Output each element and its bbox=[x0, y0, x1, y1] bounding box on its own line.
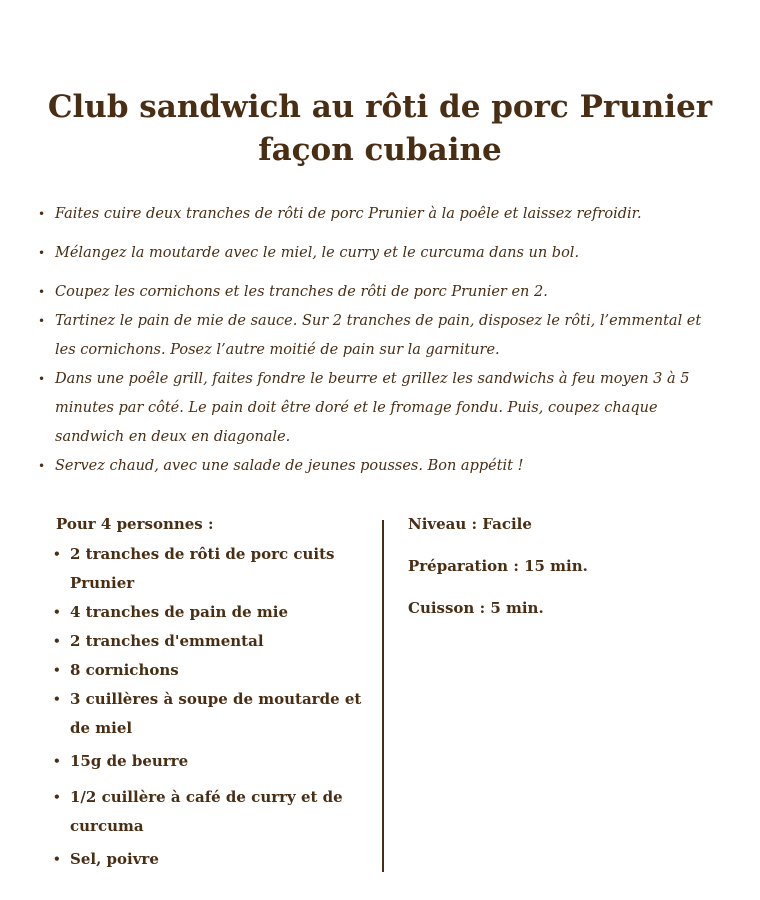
ingredients-list bbox=[52, 540, 364, 874]
ingredients-section bbox=[52, 510, 364, 874]
ingredient-item: • 8 cornichons bbox=[52, 656, 364, 685]
ingredient-item: • 15g de beurre bbox=[52, 747, 364, 776]
ingredients-title: Pour 4 personnes : bbox=[56, 515, 214, 533]
cooking-time: Cuisson : 5 min. bbox=[408, 599, 544, 617]
recipe-info bbox=[408, 510, 708, 636]
difficulty-level: Niveau : Facile bbox=[408, 515, 532, 533]
preparation-steps bbox=[36, 200, 726, 481]
preparation-time: Préparation : 15 min. bbox=[408, 557, 588, 575]
step-item: • Coupez les cornichons et les tranches de rôti de porc Prunier en 2. bbox=[36, 278, 726, 307]
ingredient-item: • 4 tranches de pain de mie bbox=[52, 598, 364, 627]
step-item: • Servez chaud, avec une salade de jeunes pousses. Bon appétit ! bbox=[36, 452, 726, 481]
ingredient-item: • Sel, poivre bbox=[52, 845, 364, 874]
ingredient-item: • 2 tranches de rôti de porc cuits Prunier bbox=[52, 540, 364, 598]
recipe-title: Club sandwich au rôti de porc Prunier façon cubaine bbox=[47, 89, 713, 168]
column-divider bbox=[382, 520, 384, 872]
step-item: • Tartinez le pain de mie de sauce. Sur 2 tranches de pain, disposez le rôti, l’emmental et les cornichons. Posez l’autre moitié de pain sur la garniture. bbox=[36, 307, 726, 365]
step-item: • Faites cuire deux tranches de rôti de porc Prunier à la poêle et laissez refroidir. bbox=[36, 200, 726, 229]
step-item: • Dans une poêle grill, faites fondre le beurre et grillez les sandwichs à feu moyen 3 à 5 minutes par côté. Le pain doit être doré et le fromage fondu. Puis, coupez chaque sandwich en deux en diagonale. bbox=[36, 365, 726, 452]
ingredient-item: • 3 cuillères à soupe de moutarde et de miel bbox=[52, 685, 364, 743]
step-item: • Mélangez la moutarde avec le miel, le curry et le curcuma dans un bol. bbox=[36, 239, 726, 268]
ingredient-item: • 1/2 cuillère à café de curry et de curcuma bbox=[52, 783, 364, 841]
ingredient-item: • 2 tranches d'emmental bbox=[52, 627, 364, 656]
